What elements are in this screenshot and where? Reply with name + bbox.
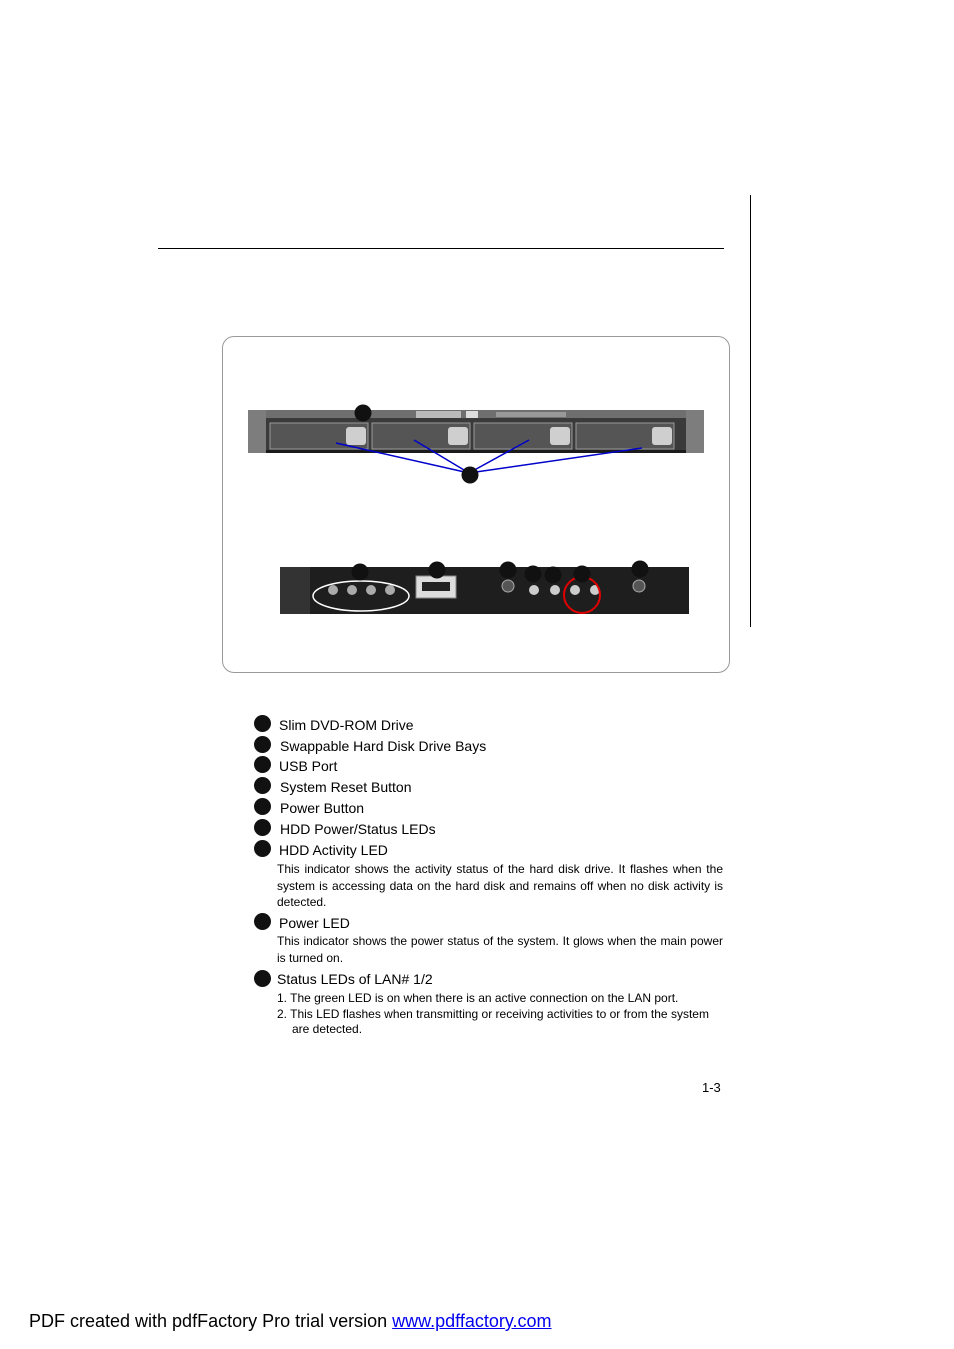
bullet-icon [254, 798, 271, 815]
bullet-icon [254, 913, 271, 930]
bullet-icon [254, 777, 271, 794]
bullet-icon [254, 970, 271, 987]
control-panel-image [278, 558, 692, 618]
bullet-icon [254, 736, 271, 753]
figure-frame [222, 336, 730, 673]
bullet-icon [254, 715, 271, 732]
list-item: 1. The green LED is on when there is an active connection on the LAN port. [277, 991, 679, 1005]
footer-text: PDF created with pdfFactory Pro trial version [29, 1311, 393, 1331]
hdd-activity-description: This indicator shows the activity status of the hard disk drive. It flashes when the system is accessing data on the hard disk and remains off when no disk activity is detected. [277, 862, 723, 909]
legend-item-hdd-bays: Swappable Hard Disk Drive Bays [280, 738, 487, 754]
legend-item-lan-leds: Status LEDs of LAN# 1/2 [277, 971, 433, 987]
list-item: 2. This LED flashes when transmitting or receiving activities to or from the system are detected. [277, 1006, 709, 1036]
footer-link[interactable]: www.pdffactory.com [392, 1311, 552, 1331]
server-front-image [246, 400, 706, 490]
lan-leds-list [277, 991, 727, 1038]
legend-item-usb: USB Port [279, 758, 338, 774]
bullet-icon [254, 840, 271, 857]
page-number: 1-3 [702, 1080, 721, 1095]
legend-item-reset: System Reset Button [280, 779, 412, 795]
pdf-footer [29, 1311, 552, 1332]
power-led-description: This indicator shows the power status of the system. It glows when the main power is turned on. [277, 934, 723, 965]
legend-item-dvd: Slim DVD-ROM Drive [279, 717, 414, 733]
bullet-icon [254, 756, 271, 773]
margin-rule [750, 195, 751, 627]
legend-item-hdd-activity: HDD Activity LED [279, 842, 388, 858]
legend-item-hdd-leds: HDD Power/Status LEDs [280, 821, 436, 837]
bullet-icon [254, 819, 271, 836]
legend-item-power-led: Power LED [279, 915, 350, 931]
legend-item-power-button: Power Button [280, 800, 365, 816]
header-rule [158, 248, 724, 249]
